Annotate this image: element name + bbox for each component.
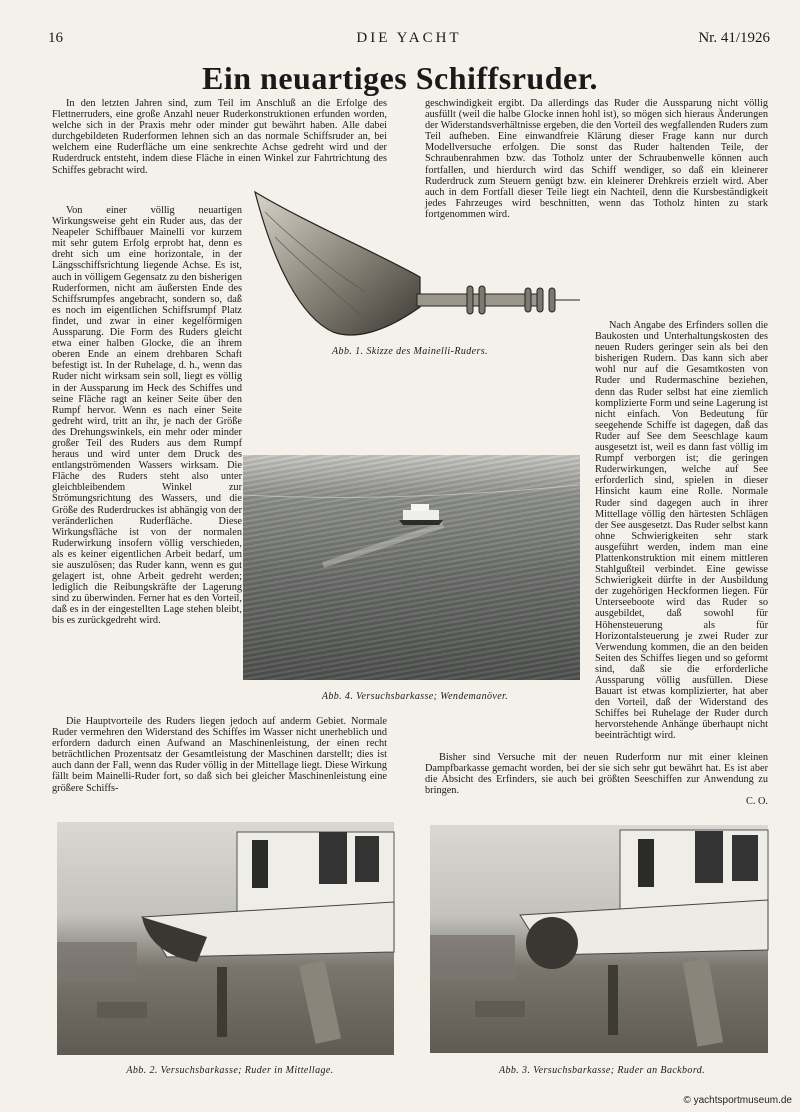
figure-2-photo xyxy=(57,822,394,1055)
article-left-column xyxy=(52,98,387,176)
author-signoff: C. O. xyxy=(745,796,768,808)
figure-3-caption: Abb. 3. Versuchsbarkasse; Ruder an Backbord. xyxy=(498,1065,706,1076)
figure-3-photo xyxy=(430,825,768,1053)
running-head xyxy=(48,30,770,50)
paragraph-1: In den letzten Jahren sind, zum Teil im Anschluß an die Erfolge des Flettnerruders, eine große Anzahl neuer Ruderkonstruktionen erfunden worden, welche sich in der Praxis mehr oder minder gut bewährt haben. Alle dabei durchgebildeten Ruderformen lehnen sich an das normale Schiffsruder an, bei welchem eine Ruderfläche um eine senkrechte Achse gedreht wird und der Ruderdruck entsteht, indem diese Fläche in einen Winkel zur Fahrtrichtung des Schiffes gebracht wird. xyxy=(52,98,387,176)
paragraph-6: Bisher sind Versuche mit der neuen Ruderform nur mit einer kleinen Dampfbarkasse gemacht worden, bei der sie sich sehr gut bewährt hat. Es ist aber die Absicht des Erfinders, sie auch bei größten Seeschiffen zur Anwendung zu bringen. xyxy=(425,752,768,797)
article-title: Ein neuartiges Schiffsruder. xyxy=(202,60,598,96)
figure-1-caption: Abb. 1. Skizze des Mainelli-Ruders. xyxy=(332,346,488,357)
article-left-column-bottom xyxy=(52,716,387,794)
article-right-column xyxy=(425,98,768,320)
figure-4-photo xyxy=(243,455,580,680)
paragraph-2: Von einer völlig neuartigen Wirkungsweise geht ein Ruder aus, das der Neapeler Schiffbauer Mainelli vor kurzem mit sehr gutem Erfolg erprobt hat, denn es dreht sich um eine horizontale, in der Längsschiffsrichtung liegende Achse. Es ist, auch in völligem Gegensatz zu den bisherigen Ruderformen, nicht am äußersten Ende des Schiffsrumpfes angebracht, sondern so, daß es noch im eigentlichen Schiffsrumpf Platz findet, und zwar in einer kegelförmigen Aussparung. Die Form des Ruders gleicht etwa einer halben Glocke, die an ihrem oberen Ende an einem drehbaren Schaft befestigt ist. In der Ruhelage, d. h., wenn das Ruder nicht wirksam sein soll, liegt es völlig in der Aussparung im Heck des Schiffes und seine Fläche ragt an keiner Seite über den Rumpf hervor. Wenn es nach einer Seite gedreht wird, tritt an ihr, je nach der Größe des Drehungswinkels, ein mehr oder minder großer Teil des Ruders aus dem Rumpf heraus und wird unter dem Druck des entlangströmenden Wassers wirksam. Die Fläche des Ruders steht also unter gleichbleibendem Winkel zur Strömungsrichtung des Wassers, und die Größe des Ruderdruckes ist abhängig von der veränderlichen Ruderfläche. Diese Wirkungsfläche ist von der normalen Ruderwirkung insofern völlig verschieden, als es keiner eigentlichen Arbeit bedarf, um sie auszulösen; das Ruder kann, wenn es gut gelagert ist, ohne Arbeit gedreht werden; lediglich die Reibungskräfte der Lagerung sind zu überwinden. Ferner hat es den Vorteil, daß es in der eingestellten Lage stehen bleibt, bis es zurückgedreht wird. xyxy=(52,205,242,627)
paragraph-3: Die Hauptvorteile des Ruders liegen jedoch auf anderm Gebiet. Normale Ruder vermehren den Widerstand des Schiffes im Wasser nicht unerheblich und erfordern dadurch einen Aufwand an Maschinenleistung, der einen recht beträchtlichen Prozentsatz der Gesamtleistung der Maschinen darstellt; dies ist auch dann der Fall, wenn das Ruder völlig in der Mittellage liegt. Diese Wirkung fällt beim Mainelli-Ruder fort, so daß sich bei gleicher Maschinenleistung eine größere Schiffs- xyxy=(52,716,387,794)
figure-2-caption: Abb. 2. Versuchsbarkasse; Ruder in Mittellage. xyxy=(126,1065,334,1076)
paragraph-4: geschwindigkeit ergibt. Da allerdings das Ruder die Aussparung nicht völlig ausfüllt (weil die halbe Glocke innen hohl ist), so mögen sich hieraus Änderungen der Widerstandsverhältnisse ergeben, die den Vorteil des wegfallenden Ruders zum Teil aufheben. Eine einwandfreie Klärung dieser Frage kann nur durch Modellversuche erfolgen. Die sonst das Ruder haltenden Teile, der Schraubenrahmen bzw. das Totholz unter der Schraubenwelle können auch fortfallen, und hierdurch wird das Schiff wendiger, so daß ein kleinerer Ruderdruck zum Steuern genügt bzw. ein kleinerer Drehkreis erzielt wird. Aber auch in dem Fortfall dieser Teile liegt ein Nachteil, denn die Kursbeständigkeit jedes Fahrzeuges wird beschnitten, wenn das Totholz hinten zu stark fortgenommen wird. xyxy=(425,98,768,220)
launch-rudder-port-image xyxy=(430,825,768,1053)
magazine-title: DIE YACHT xyxy=(356,30,462,46)
article-right-column-narrow xyxy=(595,320,769,742)
article-left-column-narrow xyxy=(52,205,242,627)
watermark: © yachtsportmuseum.de xyxy=(683,1095,792,1106)
paragraph-5: Nach Angabe des Erfinders sollen die Baukosten und Unterhaltungskosten des neuen Ruders geringer sein als bei den bisherigen Rudern. Das kann sich aber wohl nur auf die Gesamtkosten von Ruder und Rudermaschine beziehen, denn das Ruder selbst hat eine ziemlich komplizierte Form und seine Lagerung ist nicht einfach. Von Bedeutung für seegehende Schiffe ist dagegen, daß das Ruder auf See dem Seeschlage kaum ausgesetzt ist, weil es dann fast völlig im Rumpf verborgen ist; die geringen Ruderwirkungen, welche auf See erforderlich sind, spielen in dieser Hinsicht kaum eine Rolle. Normale Ruder sind dagegen auch in ihrer Mittellage völlig den härtesten Schlägen der See ausgesetzt. Das Ruder selbst kann ohne Schwierigkeiten sehr stark ausgeführt werden, indem man eine Plattenkonstruktion mit einem mittleren Stahlgußteil verbindet. Eine gewisse Schwierigkeit dürfte in der Ausbildung der zugehörigen Heckformen liegen. Für Unterseeboote wird das Ruder so ausgebildet, daß sowohl für Höhensteuerung als für Horizontalsteuerung je zwei Ruder zur Verwendung kommen, die an den beiden Seiten des Schiffes liegen und so geformt sind, daß sie die erforderliche Aussparung völlig ausfüllen. Diese Bauart ist etwas komplizierter, hat aber den Vorteil, daß der Widerstand des Schiffes bei Ruhelage der Ruder durch hervorstehende Anhänge überhaupt nicht beeinträchtigt wird. xyxy=(595,320,769,742)
page-number: 16 xyxy=(48,30,63,46)
issue-number: Nr. 41/1926 xyxy=(698,30,770,46)
figure-4-caption: Abb. 4. Versuchsbarkasse; Wendemanöver. xyxy=(321,691,509,702)
article-right-column-bottom xyxy=(425,752,768,807)
launch-rudder-center-image xyxy=(57,822,394,1055)
launch-on-water-image xyxy=(243,455,580,680)
